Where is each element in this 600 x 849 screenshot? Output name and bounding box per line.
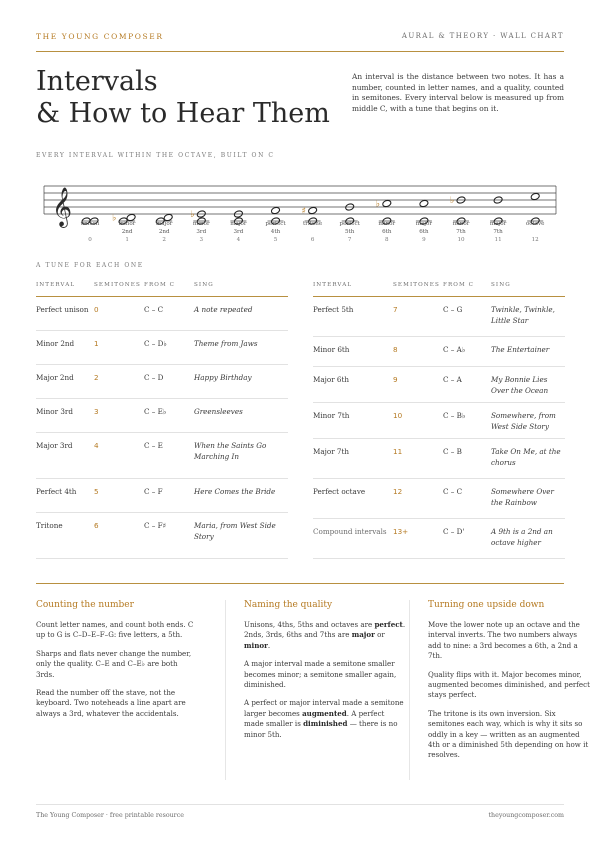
- staff-lines: [44, 186, 556, 214]
- note-head-upper: [271, 206, 281, 214]
- col-interval: INTERVAL: [313, 282, 353, 288]
- interval-label-line1: minor: [118, 221, 136, 227]
- col-from-c: FROM C: [144, 282, 176, 288]
- row-from-c: C – C: [443, 487, 463, 496]
- note-head-upper: [382, 199, 392, 207]
- interval-label-line2: 7th: [456, 229, 466, 235]
- table-row: [36, 433, 288, 479]
- note-head-upper: [530, 192, 540, 200]
- semitone-count: 9: [422, 237, 426, 243]
- flat-icon: ♭: [190, 210, 195, 220]
- semitone-count: 3: [199, 237, 204, 243]
- interval-label-line1: minor: [192, 221, 210, 227]
- term-minor: minor: [244, 640, 268, 650]
- row-interval: Minor 2nd: [36, 339, 75, 348]
- table-row: [36, 331, 288, 365]
- row-interval: Major 2nd: [36, 373, 74, 382]
- row-semitones: 8: [393, 345, 398, 354]
- row-semitones: 6: [94, 521, 99, 530]
- row-from-c: C – B♭: [443, 411, 466, 420]
- footer-website: theyoungcomposer.com: [488, 812, 564, 819]
- row-song: A 9th is a 2nd an octave higher: [491, 527, 553, 547]
- staff-section-label: EVERY INTERVAL WITHIN THE OCTAVE, BUILT ON C: [36, 152, 275, 159]
- row-from-c: C – A: [443, 375, 462, 384]
- row-interval: Compound intervals: [313, 527, 387, 536]
- quality-heading: Naming the quality: [244, 600, 333, 610]
- interval-label-line1: perfect: [265, 221, 286, 227]
- row-song: Greensleeves: [194, 407, 243, 416]
- semitone-count: 6: [310, 237, 315, 243]
- row-semitones: 10: [393, 411, 403, 420]
- brand-name: THE YOUNG COMPOSER: [36, 32, 164, 41]
- row-interval: Minor 3rd: [36, 407, 73, 416]
- interval-label-line1: major: [415, 221, 433, 227]
- quality-paragraph-3: [244, 698, 406, 740]
- row-interval: Major 3rd: [36, 441, 73, 450]
- row-from-c: C – F: [144, 487, 163, 496]
- semitone-count: 2: [162, 237, 166, 243]
- col-semitones: SEMITONES: [393, 282, 440, 288]
- section-divider: [36, 583, 564, 584]
- term-diminished: diminished: [303, 719, 348, 729]
- semitone-count: 7: [347, 237, 352, 243]
- interval-label-line1: tritone: [302, 221, 323, 227]
- row-song: Theme from Jaws: [194, 339, 258, 348]
- staff-svg: [36, 172, 564, 252]
- row-interval: Perfect octave: [313, 487, 366, 496]
- interval-label-line1: major: [155, 221, 173, 227]
- counting-column: [36, 600, 198, 727]
- interval-label-line2: 6th: [382, 229, 392, 235]
- text-run: . 2nds, 3rds, 6ths and 7ths are: [244, 620, 406, 640]
- semitone-count: 8: [385, 237, 389, 243]
- row-from-c: C – E: [144, 441, 163, 450]
- row-song: Somewhere Over the Rainbow: [491, 487, 554, 507]
- row-from-c: C – A♭: [443, 345, 466, 354]
- column-divider: [409, 600, 410, 780]
- table-row: [36, 297, 288, 331]
- row-from-c: C – E♭: [144, 407, 167, 416]
- quality-paragraph-2: A major interval made a semitone smaller becomes minor; a semitone smaller again, diminished.: [244, 659, 397, 690]
- row-from-c: C – D: [144, 373, 164, 382]
- table-row: [313, 479, 565, 519]
- treble-clef-icon: 𝄞: [52, 187, 73, 227]
- table-row: [36, 479, 288, 513]
- note-head-upper: [308, 206, 318, 214]
- row-semitones: 12: [393, 487, 403, 496]
- text-run: . A perfect made smaller is: [244, 708, 385, 729]
- tunes-table-left: [36, 279, 288, 559]
- table-row: [313, 519, 565, 559]
- row-interval: Perfect 5th: [313, 305, 354, 314]
- row-from-c: C – G: [443, 305, 463, 314]
- row-song: My Bonnie Lies Over the Ocean: [491, 375, 549, 395]
- row-interval: Major 7th: [313, 447, 350, 456]
- row-from-c: C – D♭: [144, 339, 167, 348]
- row-from-c: C – B: [443, 447, 462, 456]
- row-semitones: 4: [94, 441, 99, 450]
- staff-labels: [81, 221, 546, 243]
- page-title: [36, 66, 330, 130]
- row-semitones: 3: [94, 407, 99, 416]
- row-semitones: 11: [393, 447, 403, 456]
- row-from-c: C – C: [144, 305, 164, 314]
- text-run: .: [267, 640, 271, 650]
- row-semitones: 9: [393, 375, 398, 384]
- table-row: [313, 367, 565, 403]
- interval-label-line2: 3rd: [233, 229, 244, 235]
- row-semitones: 5: [94, 487, 99, 496]
- row-from-c: C – F♯: [144, 521, 167, 530]
- row-interval: Minor 6th: [313, 345, 350, 354]
- header-bar: [36, 30, 564, 52]
- row-song: Twinkle, Twinkle, Little Star: [491, 305, 555, 325]
- column-divider: [225, 600, 226, 780]
- inversion-paragraph-1: Move the lower note up an octave and the interval inverts. The two numbers always add to nine: a 3rd becomes a 6th, a 2nd a 7th.: [428, 620, 580, 661]
- col-semitones: SEMITONES: [94, 282, 141, 288]
- inversion-paragraph-2: Quality flips with it. Major becomes minor, augmented becomes diminished, and perfect stays perfect.: [428, 669, 590, 700]
- row-semitones: 1: [94, 339, 99, 348]
- term-augmented: augmented: [302, 708, 347, 718]
- interval-label-line2: 4th: [270, 229, 281, 235]
- row-song: Maria, from West Side Story: [194, 521, 276, 541]
- chart-label: AURAL & THEORY · WALL CHART: [401, 32, 564, 40]
- semitone-count: 4: [236, 237, 241, 243]
- interval-label-line2: 2nd: [121, 229, 133, 235]
- row-song: When the Saints Go Marching In: [194, 441, 267, 461]
- counting-paragraph-3: Read the number off the stave, not the keyboard. Two noteheads a line apart are always a 3rd, whatever the accidentals.: [36, 688, 186, 718]
- footer-credit: The Young Composer · free printable resource: [36, 812, 184, 819]
- interval-label-line1: major: [230, 221, 247, 227]
- semitone-count: 10: [457, 237, 465, 243]
- interval-label-line1: minor: [378, 221, 396, 227]
- table-row: [36, 513, 288, 559]
- inversion-paragraph-3: The tritone is its own inversion. Six semitones each way, which is why it sits so oddly in a key — written as an augmented 4th or a diminished 5th depending on how it resolves.: [428, 708, 589, 760]
- semitone-count: 11: [494, 237, 502, 243]
- interval-label-line2: 2nd: [158, 229, 170, 235]
- table-row: [313, 439, 565, 479]
- row-semitones: 2: [94, 373, 99, 382]
- interval-label-line2: 6th: [419, 229, 429, 235]
- term-major: major: [351, 630, 375, 640]
- footer-divider: [36, 804, 564, 805]
- table-header: [36, 279, 288, 297]
- row-semitones: 13+: [393, 527, 409, 536]
- row-song: The Entertainer: [491, 345, 550, 354]
- table-header: [313, 279, 565, 297]
- col-sing: SING: [491, 282, 511, 288]
- row-song: Here Comes the Bride: [194, 487, 276, 496]
- interval-label-line1: unison: [80, 221, 100, 227]
- row-from-c: C – D': [443, 527, 465, 536]
- table-row: [36, 399, 288, 433]
- interval-label-line2: 3rd: [196, 229, 207, 235]
- inversion-heading: Turning one upside down: [428, 600, 545, 610]
- table-row: [313, 403, 565, 439]
- counting-heading: Counting the number: [36, 600, 134, 610]
- semitone-count: 5: [273, 237, 278, 243]
- interval-label-line1: major: [489, 221, 507, 227]
- flat-icon: ♭: [375, 199, 381, 210]
- tunes-table-right: [313, 279, 565, 559]
- row-interval: Perfect 4th: [36, 487, 77, 496]
- interval-label-line1: octave: [525, 221, 545, 227]
- text-run: Unisons, 4ths, 5ths and octaves are: [244, 620, 375, 629]
- title-line-2: & How to Hear Them: [36, 98, 330, 129]
- tunes-section-label: A TUNE FOR EACH ONE: [36, 262, 144, 269]
- col-sing: SING: [194, 282, 214, 288]
- text-run: — there is no minor 5th.: [244, 719, 398, 739]
- table-row: [313, 337, 565, 367]
- semitone-count: 0: [88, 237, 92, 243]
- text-run: or: [374, 630, 385, 640]
- interval-label-line1: perfect: [339, 221, 360, 227]
- note-head-upper: [419, 199, 429, 207]
- intro-paragraph: An interval is the distance between two notes. It has a number, counted in letter names, and a quality, counted in semitones. Every interval below is measured up from middle C, with a tune that begins on it.: [352, 72, 564, 113]
- row-interval: Perfect unison: [36, 305, 89, 314]
- counting-paragraph-2: Sharps and flats never change the number, only the quality. C–E and C–E♭ are both 3rds.: [36, 648, 192, 679]
- row-song: Take On Me, at the chorus: [491, 447, 561, 467]
- row-interval: Major 6th: [313, 375, 350, 384]
- interval-label-line1: minor: [452, 221, 470, 227]
- flat-icon: ♭: [450, 196, 455, 206]
- row-semitones: 0: [94, 305, 99, 314]
- quality-column: [244, 600, 406, 748]
- row-song: A note repeated: [194, 305, 253, 314]
- sharp-icon: ♯: [301, 206, 306, 217]
- title-line-1: Intervals: [36, 66, 158, 97]
- row-semitones: 7: [393, 305, 398, 314]
- interval-label-line2: 5th: [344, 229, 355, 235]
- row-song: Happy Birthday: [194, 373, 252, 382]
- quality-paragraph-1: [244, 620, 406, 651]
- term-perfect: perfect: [374, 620, 403, 629]
- col-from-c: FROM C: [443, 282, 475, 288]
- semitone-count: 1: [125, 237, 129, 243]
- inversion-column: [428, 600, 590, 769]
- row-interval: Tritone: [36, 521, 63, 530]
- semitone-count: 12: [531, 237, 539, 243]
- interval-staff: [36, 172, 564, 252]
- row-song: Somewhere, from West Side Story: [491, 411, 556, 431]
- table-row: [313, 297, 565, 337]
- row-interval: Minor 7th: [313, 411, 350, 420]
- interval-label-line2: 7th: [493, 229, 503, 235]
- text-run: A perfect or major interval made a semitone larger becomes: [244, 698, 404, 718]
- col-interval: INTERVAL: [36, 282, 76, 288]
- table-row: [36, 365, 288, 399]
- counting-paragraph-1: Count letter names, and count both ends. C up to G is C–D–E–F–G: five letters, a 5th.: [36, 620, 194, 640]
- flat-icon: ♭: [112, 213, 117, 224]
